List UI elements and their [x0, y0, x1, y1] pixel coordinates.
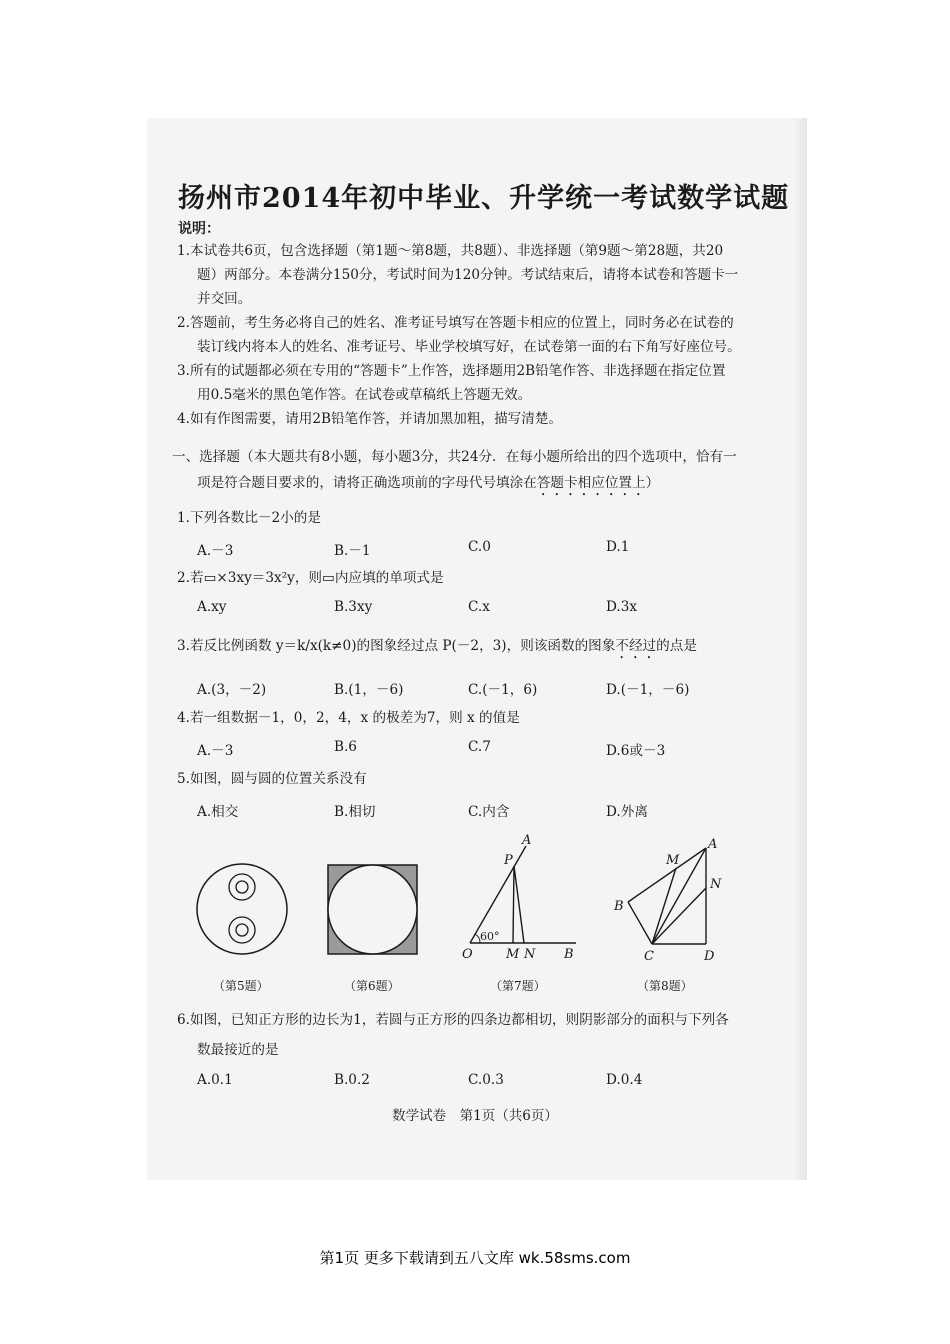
q2-option-c: C.x [468, 599, 490, 615]
fig8-label-m: M [666, 853, 680, 868]
q5-option-d: D.外离 [606, 804, 648, 820]
question-2-stem: 2.若▭×3xy＝3x²y，则▭内应填的单项式是 [177, 570, 444, 586]
emphasized-text: 答题卡相应位置上 [536, 475, 646, 491]
instruction-line: 题）两部分。本卷满分150分，考试时间为120分钟。考试结束后，请将本试卷和答题卡一 [197, 267, 739, 283]
emphasized-text: 不经过 [615, 638, 657, 654]
exam-title: 扬州市2014年初中毕业、升学统一考试数学试题 [178, 183, 790, 214]
q5-option-b: B.相切 [334, 804, 376, 820]
question-3-stem: 3.若反比例函数 y＝k/x(k≠0)的图象经过点 P(－2，3)，则该函数的图象不经过的点是 [177, 638, 697, 654]
caption-fig6: （第6题） [344, 979, 400, 993]
q5-option-a: A.相交 [197, 804, 239, 820]
fig7-label-m: M [506, 947, 520, 962]
caption-fig7: （第7题） [490, 979, 546, 993]
q1-option-c: C.0 [468, 539, 491, 555]
figure-8 [604, 830, 734, 964]
q6-option-c: C.0.3 [468, 1072, 504, 1088]
q4-option-a: A.－3 [197, 743, 234, 759]
fig7-label-b: B [564, 947, 574, 962]
q3-option-a: A.(3，－2) [197, 682, 267, 698]
question-6-stem: 6.如图，已知正方形的边长为1，若圆与正方形的四条边都相切，则阴影部分的面积与下列各 [177, 1012, 729, 1028]
caption-fig8: （第8题） [637, 979, 693, 993]
q2-option-d: D.3x [606, 599, 638, 615]
fig8-label-b: B [614, 899, 624, 914]
q2-option-a: A.xy [197, 599, 227, 615]
q2-option-b: B.3xy [334, 599, 373, 615]
q1-option-d: D.1 [606, 539, 630, 555]
q6-option-b: B.0.2 [334, 1072, 370, 1088]
download-note: 第1页 更多下载请到五八文库 wk.58sms.com [319, 1249, 631, 1267]
q3-option-b: B.(1，－6) [334, 682, 404, 698]
instruction-line: 1.本试卷共6页，包含选择题（第1题～第8题，共8题）、非选择题（第9题～第28题，共20 [177, 243, 724, 259]
question-6-stem-line2: 数最接近的是 [197, 1042, 279, 1058]
q5-option-c: C.内含 [468, 804, 510, 820]
instruction-line: 用0.5毫米的黑色笔作答。在试卷或草稿纸上答题无效。 [197, 387, 532, 403]
caption-fig5: （第5题） [213, 979, 269, 993]
instruction-line: 2.答题前，考生务必将自己的姓名、准考证号填写在答题卡相应的位置上，同时务必在试卷的 [177, 315, 734, 331]
instructions-heading: 说明： [178, 221, 220, 237]
question-4-stem: 4.若一组数据－1，0，2，4，x 的极差为7，则 x 的值是 [177, 710, 520, 726]
figure-7 [456, 828, 586, 964]
instruction-line: 4.如有作图需要，请用2B铅笔作答，并请加黑加粗，描写清楚。 [177, 411, 563, 427]
fig7-label-a: A [522, 833, 532, 848]
fig8-label-n: N [710, 877, 722, 892]
fig7-label-o: O [462, 947, 473, 962]
question-1-stem: 1.下列各数比－2小的是 [177, 510, 321, 526]
fig8-label-a: A [708, 837, 718, 852]
q3-option-d: D.(－1，－6) [606, 682, 690, 698]
q3-option-c: C.(－1，6) [468, 682, 538, 698]
fig8-label-c: C [644, 949, 654, 964]
q4-option-c: C.7 [468, 739, 491, 755]
q6-option-d: D.0.4 [606, 1072, 643, 1088]
fig7-label-n: N [524, 947, 536, 962]
q1-option-b: B.－1 [334, 543, 371, 559]
q4-option-b: B.6 [334, 739, 357, 755]
instruction-line: 并交回。 [197, 291, 252, 307]
q4-option-d: D.6或－3 [606, 743, 666, 759]
fig7-label-p: P [504, 853, 513, 868]
page-footer: 数学试卷 第1页（共6页） [392, 1108, 558, 1124]
figure-6 [326, 863, 420, 957]
section-heading: 一、选择题（本大题共有8小题，每小题3分，共24分．在每小题所给出的四个选项中，恰有一 [172, 449, 737, 465]
section-heading-line2: 项是符合题目要求的，请将正确选项前的字母代号填涂在答题卡相应位置上） [197, 475, 660, 491]
fig7-angle-label: 60° [480, 930, 500, 943]
q6-option-a: A.0.1 [197, 1072, 233, 1088]
q1-option-a: A.－3 [197, 543, 234, 559]
question-5-stem: 5.如图，圆与圆的位置关系没有 [177, 771, 367, 787]
figure-5 [195, 862, 289, 956]
instruction-line: 装订线内将本人的姓名、准考证号、毕业学校填写好，在试卷第一面的右下角写好座位号。 [197, 339, 741, 355]
instruction-line: 3.所有的试题都必须在专用的“答题卡”上作答，选择题用2B铅笔作答、非选择题在指定位置 [177, 363, 726, 379]
fig8-label-d: D [704, 949, 715, 964]
